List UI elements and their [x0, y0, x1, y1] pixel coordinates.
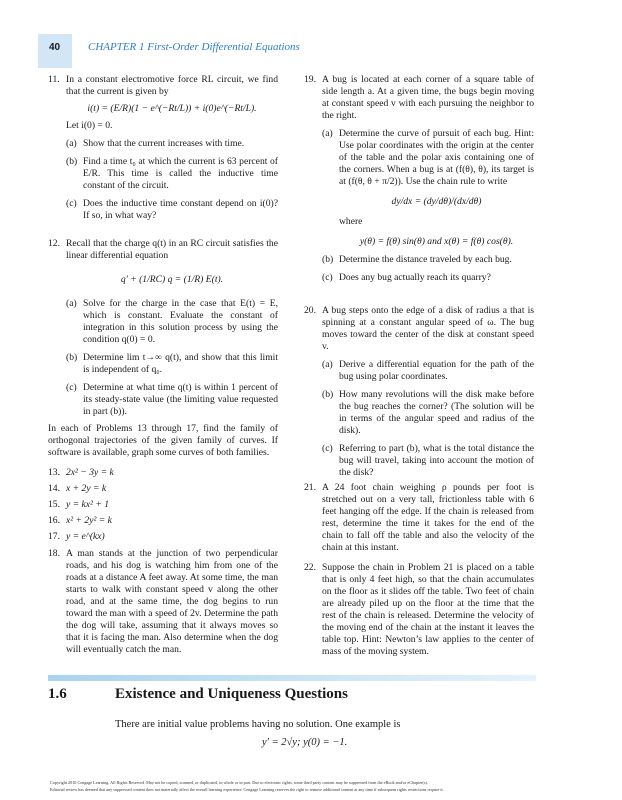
problem-part: (c) Does any bug actually reach its quarry? [322, 272, 491, 283]
problem-19: 19. A bug is located at each corner of a square table of side length a. At a given time, the bugs begin moving at constant speed v with each pursuing the neighbor to the right. (a) Determine the curve of pursuit of each bug. Hint: Use polar coordinates with the origin at the center of the table and the polar axis containing one of the corners. When a bug is at (f(θ), θ), its target is at (f(θ, θ + π/2)). Use the chain rule to write dy/dx = (dy/dθ)/(dx/dθ) where y(θ) = f(θ) sin(θ) and x(θ) = f(θ) cos(θ). (b) Determine the distance traveled by each bug. (c) Does any bug actually reach its quarry? [304, 74, 534, 283]
copyright-line-2: Editorial review has deemed that any suppressed content does not materially affect the overall learning experience. Cengage Learning reserves the right to remove additional content at any time if subsequent rights restrictions require it. [50, 787, 444, 792]
problem-part: (c) Does the inductive time constant depend on i(0)? If so, in what way? [66, 198, 278, 221]
problem-part: (a) Derive a differential equation for the path of the bug using polar coordinates. [322, 359, 534, 382]
equation: dy/dx = (dy/dθ)/(dx/dθ) [391, 196, 482, 207]
equation: q′ + (1/RC) q = (1/R) E(t). [120, 274, 224, 285]
problem-part: (b) Find a time t₀ at which the current is 63 percent of E/R. This time is called the inductive time constant of the circuit. [66, 156, 278, 191]
problem-part: (a) Show that the current increases with time. [66, 138, 245, 149]
problem-part: (b) Determine the distance traveled by each bug. [322, 254, 512, 265]
section-intro: There are initial value problems having no solution. One example is [115, 719, 401, 730]
chapter-title: CHAPTER 1 First-Order Differential Equations [88, 41, 300, 53]
problem-part: (c) Determine at what time q(t) is within 1 percent of its steady-state value (the limiting value requested in part (b)). [66, 382, 278, 417]
problem-12: 12. Recall that the charge q(t) in an RC circuit satisfies the linear differential equation q′ + (1/RC) q = (1/R) E(t). (a) Solve for the charge in the case that E(t) = E, which is constant. Evaluate the constant of integration in this solution process by using the condition q(0) = 0. (b) Determine lim t→∞ q(t), and show that this limit is independent of q₀. (c) Determine at what time q(t) is within 1 percent of its steady-state value (the limiting value requested in part (b)). [48, 238, 278, 417]
section-title: Existence and Uniqueness Questions [115, 686, 348, 702]
equation: y(θ) = f(θ) sin(θ) and x(θ) = f(θ) cos(θ). [359, 236, 514, 247]
copyright-line-1: Copyright 2010 Cengage Learning. All Rights Reserved. May not be copied, scanned, or duplicated, in whole or in part. Due to electronic rights, some third party content may be suppressed from the eBook and/or eChapter(s). [50, 780, 428, 785]
problem-part: (b) How many revolutions will the disk make before the bug reaches the corner? (The solution will be in terms of the angular speed and radius of the disk). [322, 389, 534, 436]
instructions-13-17: In each of Problems 13 through 17, find the family of orthogonal trajectories of the given family of curves. If software is available, graph some curves of both families. [48, 423, 278, 458]
section-number: 1.6 [48, 686, 67, 702]
problem-part: (a) Determine the curve of pursuit of each bug. Hint: Use polar coordinates with the origin at the center of the table and the polar axis containing one of the corners. When a bug is at (f(θ), θ), its target is at (f(θ, θ + π/2)). Use the chain rule to write [322, 128, 534, 187]
page-number: 40 [49, 42, 61, 53]
problem-18: 18. A man stands at the junction of two perpendicular roads, and his dog is watching him from one of the roads at a distance A feet away. At some time, the man starts to walk with constant speed v along the other road, and at the same time, the dog begins to run toward the man with a speed of 2v. Determine the path the dog will take, assuming that it always moves so that it is facing the man. Also determine when the dog will eventually catch the man. [48, 548, 278, 655]
problem-11: 11. In a constant electromotive force RL circuit, we find that the current is given by i(t) = (E/R)(1 − e^(−Rt/L)) + i(0)e^(−Rt/L). Let i(0) = 0. (a) Show that the current increases with time. (b) Find a time t₀ at which the current is 63 percent of E/R. This time is called the inductive time constant of the circuit. (c) Does the inductive time constant depend on i(0)? If so, in what way? [48, 74, 278, 221]
problem-part: (a) Solve for the charge in the case that E(t) = E, which is constant. Evaluate the constant of integration in this solution process by using the condition q(0) = 0. [66, 298, 278, 345]
problem-part: (c) Referring to part (b), what is the total distance the bug will travel, taking into account the motion of the disk? [322, 443, 534, 478]
problem-21: 21. A 24 foot chain weighing ρ pounds per foot is stretched out on a very tall, frictionless table with 6 feet hanging off the edge. If the chain is released from rest, determine the time it takes for the end of the chain to fall off the table and also the velocity of the chain at this instant. [304, 482, 534, 553]
problem-part: (b) Determine lim t→∞ q(t), and show that this limit is independent of q₀. [66, 352, 278, 375]
short-problems: 13. 2x² − 3y = k 14. x + 2y = k 15. y = kx² + 1 16. x² + 2y² = k 17. y = e^(kx) [48, 467, 114, 542]
problem-22: 22. Suppose the chain in Problem 21 is placed on a table that is only 4 feet high, so that the chain accumulates on the floor as it slides off the table. Two feet of chain are already piled up on the floor at the time that the rest of the chain is released. Determine the velocity of the moving end of the chain at the instant it leaves the table top. Hint: Newton’s law applies to the center of mass of the moving system. [304, 562, 534, 657]
problem-20: 20. A bug steps onto the edge of a disk of radius a that is spinning at a constant angular speed of ω. The bug moves toward the center of the disk at constant speed v. (a) Derive a differential equation for the path of the bug using polar coordinates. (b) How many revolutions will the disk make before the bug reaches the corner? (The solution will be in terms of the angular speed and radius of the disk). (c) Referring to part (b), what is the total distance the bug will travel, taking into account the motion of the disk? [304, 305, 534, 478]
section-equation: y′ = 2√y; y(0) = −1. [262, 737, 348, 748]
equation: i(t) = (E/R)(1 − e^(−Rt/L)) + i(0)e^(−Rt/L). [87, 103, 257, 114]
section-divider [48, 675, 536, 681]
